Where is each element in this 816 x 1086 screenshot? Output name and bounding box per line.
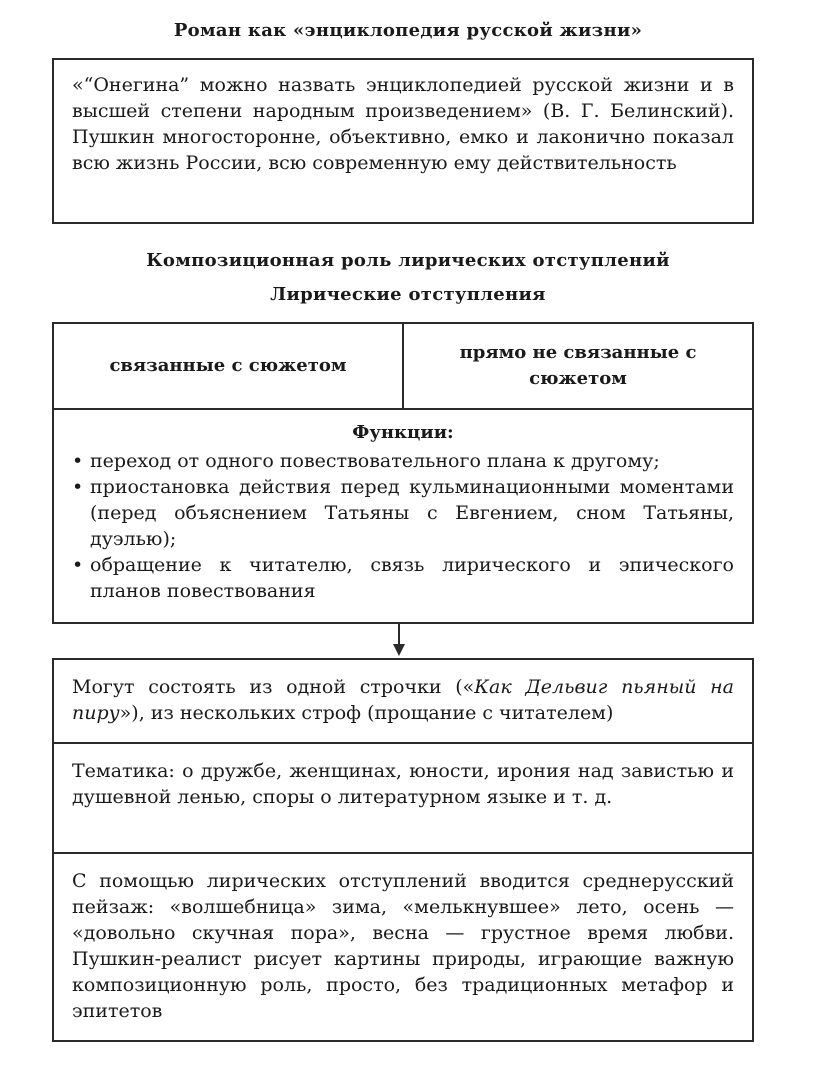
- section-subtitle-digressions: Лирические отступления: [270, 284, 546, 305]
- length-prefix: Могут состоять из одной строчки («: [72, 676, 475, 698]
- functions-list: [72, 448, 734, 604]
- landscape-text: С помощью лирических отступлений вводится среднерусский пейзаж: «волшебница» зима, «мелькнувшее» лето, осень — «довольно скучная пора», весна — грустное время любви. Пушкин-реалист рисует картины природы, играющие важную композиционную роль, просто, без традиционных метафор и эпитетов: [72, 870, 734, 1022]
- themes-cell: [54, 744, 752, 854]
- digressions-header-row: [54, 324, 752, 410]
- section-title-encyclopedia: Роман как «энциклопедия русской жизни»: [173, 20, 643, 41]
- not-plot-related-label: прямо не связанные с сюжетом: [459, 342, 697, 389]
- functions-section: [54, 410, 752, 614]
- plot-related-header: связанные с сюжетом: [109, 355, 347, 376]
- landscape-cell: [54, 854, 752, 1040]
- belinsky-quote-box: [52, 58, 754, 224]
- digressions-table: [52, 322, 754, 624]
- not-plot-related-header: [402, 324, 752, 408]
- themes-text: Тематика: о дружбе, женщинах, юности, ирония над завистью и душевной ленью, споры о литературном языке и т. д.: [72, 760, 734, 808]
- function-item: • переход от одного повествовательного плана к другому;: [72, 448, 734, 474]
- function-item: • приостановка действия перед кульминационными моментами (перед объяснением Татьяны с Евгением, сном Татьяны, дуэлью);: [72, 474, 734, 552]
- details-table: [52, 658, 754, 1042]
- length-text: [72, 674, 734, 726]
- function-item: • обращение к читателю, связь лирического и эпического планов повествования: [72, 552, 734, 604]
- length-cell: [54, 660, 752, 744]
- functions-title: Функции:: [352, 422, 454, 443]
- belinsky-quote-text: «“Онегина” можно назвать энциклопедией русской жизни и в высшей степени народным произведением» (В. Г. Белинский). Пушкин многосторонне, объективно, емко и лаконично показал всю жизнь России, всю современную ему действительность: [72, 74, 734, 174]
- down-arrow-icon: [393, 644, 405, 656]
- down-arrow-shaft: [398, 624, 400, 646]
- section-title-composition: Композиционная роль лирических отступлений: [146, 250, 670, 271]
- length-suffix: »), из нескольких строф (прощание с читателем): [119, 702, 614, 724]
- delvig-quote: Как Дельвиг пьяный на пиру: [72, 676, 734, 724]
